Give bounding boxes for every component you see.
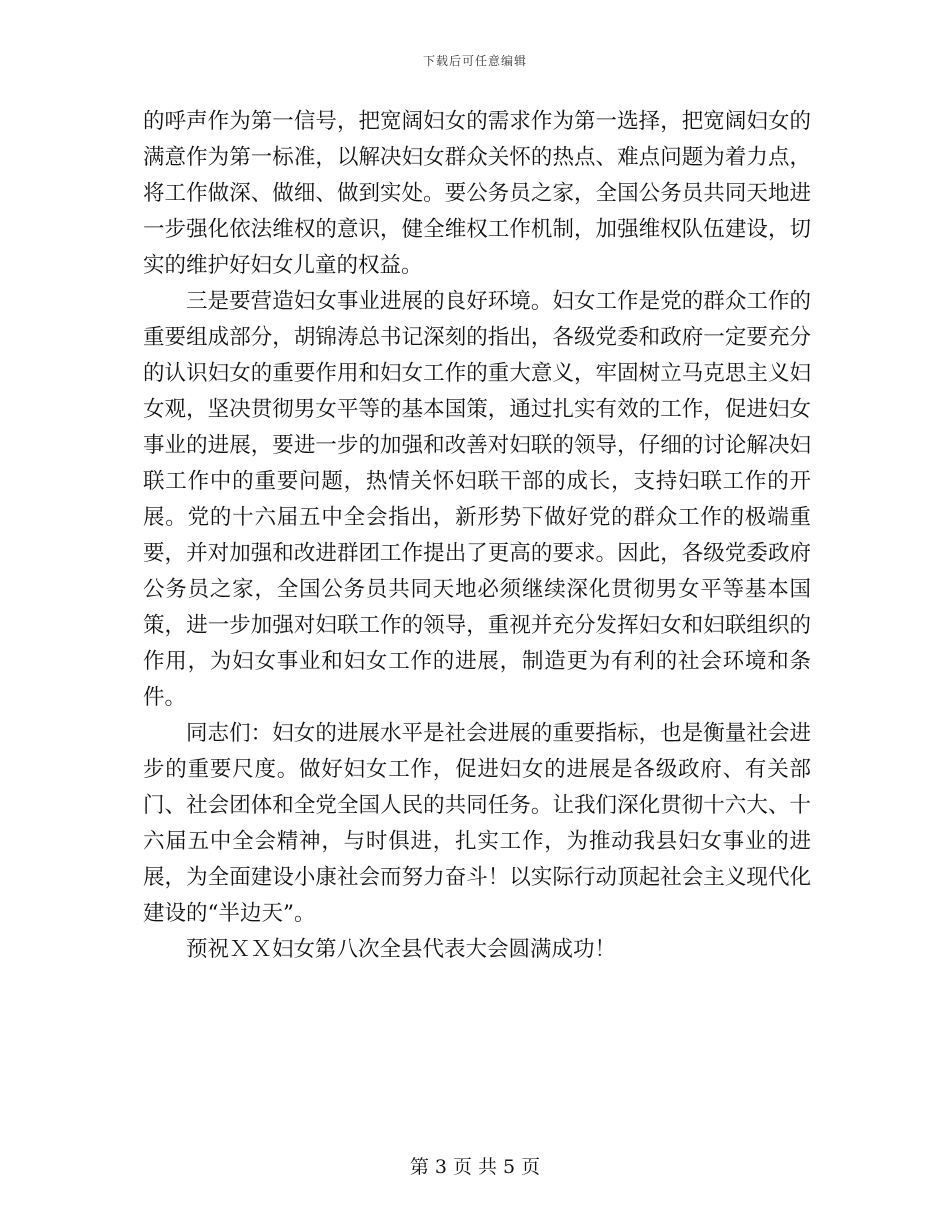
page-number: 第 3 页 共 5 页: [409, 1156, 541, 1178]
paragraph-3: 同志们：妇女的进展水平是社会进展的重要指标，也是衡量社会进步的重要尺度。做好妇女工作，促进妇女的进展是各级政府、有关部门、社会团体和全党全国人民的共同任务。让我们深化贯彻十六大、十六届五中全会精神，与时俱进，扎实工作，为推动我县妇女事业的进展，为全面建设小康社会而努力奋斗！以实际行动顶起社会主义现代化建设的“半边天”。: [143, 721, 811, 926]
paragraph-1: 的呼声作为第一信号，把宽阔妇女的需求作为第一选择，把宽阔妇女的满意作为第一标准，以解决妇女群众关怀的热点、难点问题为着力点，将工作做深、做细、做到实处。要公务员之家，全国公务员共同天地进一步强化依法维权的意识，健全维权工作机制，加强维权队伍建设，切实的维护好妇女儿童的权益。: [143, 109, 811, 278]
page-header: 下载后可任意编辑: [422, 54, 527, 68]
paragraph-2: 三是要营造妇女事业进展的良好环境。妇女工作是党的群众工作的重要组成部分，胡锦涛总书记深刻的指出，各级党委和政府一定要充分的认识妇女的重要作用和妇女工作的重大意义，牢固树立马克思主义妇女观，坚决贯彻男女平等的基本国策，通过扎实有效的工作，促进妇女事业的进展，要进一步的加强和改善对妇联的领导，仔细的讨论解决妇联工作中的重要问题，热情关怀妇联干部的成长，支持妇联工作的开展。党的十六届五中全会指出，新形势下做好党的群众工作的极端重要，并对加强和改进群团工作提出了更高的要求。因此，各级党委政府公务员之家，全国公务员共同天地必须继续深化贯彻男女平等基本国策，进一步加强对妇联工作的领导，重视并充分发挥妇女和妇联组织的作用，为妇女事业和妇女工作的进展，制造更为有利的社会环境和条件。: [143, 289, 811, 710]
document-body: [143, 104, 811, 968]
paragraph-4: 预祝ＸＸ妇女第八次全县代表大会圆满成功！: [186, 937, 617, 962]
